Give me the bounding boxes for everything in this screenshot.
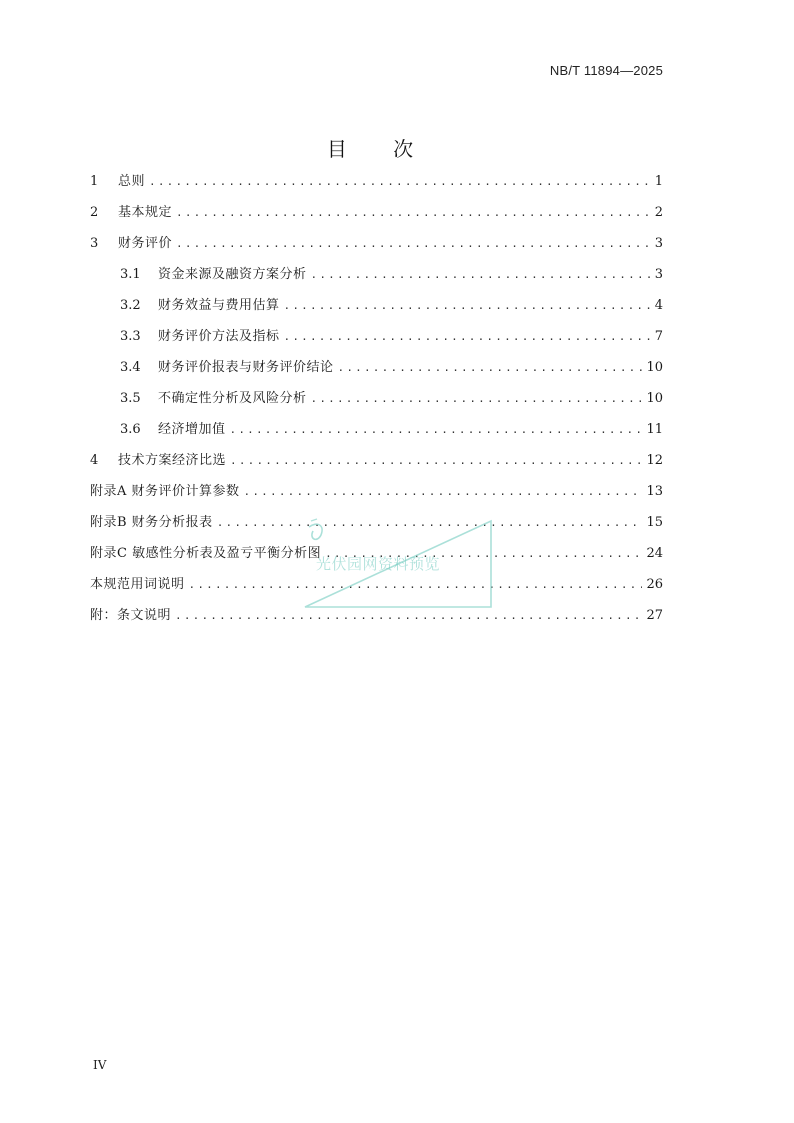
toc-entry-label: 财务评价方法及指标 <box>158 329 280 344</box>
toc-entry-number: 3.4 <box>120 360 141 375</box>
toc-entry-wording-explanation[interactable] <box>90 575 663 606</box>
toc-entry-page: 15 <box>646 515 663 530</box>
toc-entry-clause-explanation[interactable] <box>90 606 663 637</box>
toc-entry-page: 11 <box>646 422 663 437</box>
toc-entry-page: 2 <box>654 205 663 220</box>
toc-entry-3-4[interactable] <box>90 358 663 389</box>
toc-leader-dots <box>176 203 651 223</box>
toc-entry-3-6[interactable] <box>90 420 663 451</box>
standard-number: NB/T 11894—2025 <box>549 63 663 78</box>
toc-entry-4[interactable] <box>90 451 663 482</box>
toc-entry-number: 2 <box>90 205 99 220</box>
toc-leader-dots <box>230 420 643 440</box>
toc-entry-number: 3.6 <box>120 422 141 437</box>
toc-entry-3-5[interactable] <box>90 389 663 420</box>
toc-entry-page: 4 <box>654 298 663 313</box>
toc-entry-page: 26 <box>646 577 663 592</box>
toc-entry-label: 不确定性分析及风险分析 <box>158 391 307 406</box>
toc-entry-3-3[interactable] <box>90 327 663 358</box>
toc-entry-label: 基本规定 <box>118 205 173 220</box>
toc-entry-page: 3 <box>654 236 663 251</box>
toc-entry-appendix-b[interactable] <box>90 513 663 544</box>
toc-leader-dots <box>175 606 642 626</box>
toc-leader-dots <box>284 327 651 347</box>
toc-entry-page: 10 <box>646 391 663 406</box>
toc-entry-3-2[interactable] <box>90 296 663 327</box>
page-number: IV <box>93 1058 107 1072</box>
toc-entry-page: 7 <box>654 329 663 344</box>
toc-entry-label: 本规范用词说明 <box>90 577 185 592</box>
toc-entry-label: 财务评价 <box>118 236 173 251</box>
toc-entry-number: 3.3 <box>120 329 141 344</box>
toc-leader-dots <box>338 358 643 378</box>
toc-title: 目 次 <box>326 137 434 161</box>
toc-entry-label: 经济增加值 <box>158 422 226 437</box>
toc-leader-dots <box>176 234 651 254</box>
toc-entry-appendix-a[interactable] <box>90 482 663 513</box>
toc-entry-number: 3 <box>90 236 99 251</box>
toc-leader-dots <box>230 451 642 471</box>
toc-entry-page: 12 <box>646 453 663 468</box>
toc-entry-page: 10 <box>646 360 663 375</box>
toc-entry-3[interactable] <box>90 234 663 265</box>
toc-entry-label: 附录A 财务评价计算参数 <box>90 484 240 499</box>
toc-leader-dots <box>311 389 643 409</box>
toc-entry-label: 技术方案经济比选 <box>118 453 227 468</box>
toc-leader-dots <box>311 265 651 285</box>
toc-entry-page: 27 <box>646 608 663 623</box>
toc-leader-dots <box>149 172 651 192</box>
toc-entry-page: 24 <box>646 546 663 561</box>
toc-entry-number: 3.2 <box>120 298 141 313</box>
toc-leader-dots <box>284 296 651 316</box>
toc-entry-label: 附：条文说明 <box>90 608 172 623</box>
toc-leader-dots <box>244 482 643 502</box>
toc-entry-number: 1 <box>90 174 99 189</box>
toc-entry-number: 3.5 <box>120 391 141 406</box>
toc-entry-label: 附录B 财务分析报表 <box>90 515 213 530</box>
toc-entry-3-1[interactable] <box>90 265 663 296</box>
toc-entry-label: 附录C 敏感性分析表及盈亏平衡分析图 <box>90 546 322 561</box>
toc-entry-label: 总则 <box>118 174 146 189</box>
toc-entry-label: 资金来源及融资方案分析 <box>158 267 307 282</box>
toc-entry-number: 4 <box>90 453 99 468</box>
toc-entry-number: 3.1 <box>120 267 141 282</box>
watermark-text: 光伏园网资料预览 <box>316 555 441 573</box>
toc-entry-2[interactable] <box>90 203 663 234</box>
toc-leader-dots <box>189 575 643 595</box>
toc-entry-page: 1 <box>654 174 663 189</box>
toc-entry-label: 财务评价报表与财务评价结论 <box>158 360 334 375</box>
toc-entry-label: 财务效益与费用估算 <box>158 298 280 313</box>
toc-leader-dots <box>217 513 643 533</box>
toc-entry-1[interactable] <box>90 172 663 203</box>
toc-entry-page: 3 <box>654 267 663 282</box>
toc-entry-page: 13 <box>646 484 663 499</box>
